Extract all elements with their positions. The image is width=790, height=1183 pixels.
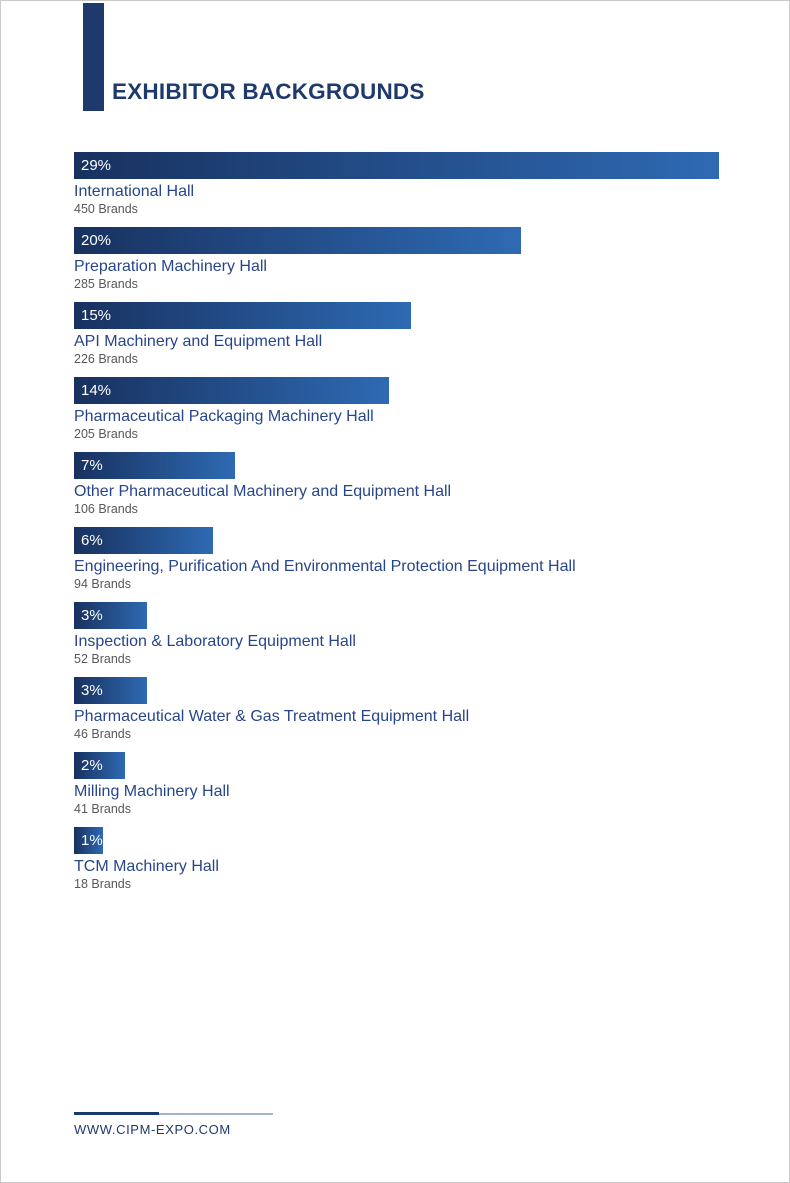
brands-count-label: 205 Brands [74, 427, 138, 441]
hall-name-label: TCM Machinery Hall [74, 858, 219, 875]
bar-percent-label: 29% [81, 157, 112, 174]
bar-segment [74, 227, 521, 254]
brands-count-label: 106 Brands [74, 502, 138, 516]
hall-name-label: Pharmaceutical Packaging Machinery Hall [74, 408, 374, 425]
chart-row [74, 677, 754, 742]
hall-name-label: Preparation Machinery Hall [74, 258, 267, 275]
bar-percent-label: 20% [81, 232, 112, 249]
bar-segment [74, 527, 213, 554]
chart-row [74, 752, 754, 817]
bar-segment [74, 452, 235, 479]
chart-row [74, 377, 754, 442]
brands-count-label: 94 Brands [74, 577, 131, 591]
hall-name-label: Inspection & Laboratory Equipment Hall [74, 633, 356, 650]
hall-name-label: Engineering, Purification And Environmental Protection Equipment Hall [74, 558, 576, 575]
hall-name-label: Milling Machinery Hall [74, 783, 230, 800]
chart-row [74, 602, 754, 667]
brands-count-label: 226 Brands [74, 352, 138, 366]
exhibitor-backgrounds-chart [74, 152, 754, 902]
bar-percent-label: 14% [81, 382, 112, 399]
chart-row [74, 527, 754, 592]
bar-segment [74, 602, 147, 629]
bar-segment [74, 827, 103, 854]
chart-row [74, 227, 754, 292]
footer [74, 1112, 334, 1137]
footer-divider-thick-line [74, 1112, 159, 1115]
bar-segment [74, 677, 147, 704]
bar-percent-label: 2% [81, 757, 103, 774]
brands-count-label: 52 Brands [74, 652, 131, 666]
hall-name-label: API Machinery and Equipment Hall [74, 333, 323, 350]
bar-percent-label: 6% [81, 532, 103, 549]
bar-segment [74, 152, 719, 179]
chart-row [74, 827, 754, 892]
title-accent-bar [83, 3, 104, 111]
chart-row [74, 452, 754, 517]
hall-name-label: Pharmaceutical Water & Gas Treatment Equipment Hall [74, 708, 470, 725]
bar-percent-label: 3% [81, 607, 103, 624]
brands-count-label: 41 Brands [74, 802, 131, 816]
chart-row [74, 152, 754, 217]
page-title: EXHIBITOR BACKGROUNDS [112, 79, 425, 104]
bar-percent-label: 15% [81, 307, 112, 324]
bar-segment [74, 377, 389, 404]
bar-percent-label: 7% [81, 457, 103, 474]
chart-row [74, 302, 754, 367]
hall-name-label: Other Pharmaceutical Machinery and Equipment Hall [74, 483, 452, 500]
brands-count-label: 285 Brands [74, 277, 138, 291]
bar-segment [74, 752, 125, 779]
hall-name-label: International Hall [74, 183, 195, 200]
brands-count-label: 450 Brands [74, 202, 138, 216]
brands-count-label: 46 Brands [74, 727, 131, 741]
bar-segment [74, 302, 411, 329]
footer-divider [74, 1112, 273, 1115]
bar-percent-label: 3% [81, 682, 103, 699]
brands-count-label: 18 Brands [74, 877, 131, 891]
bar-percent-label: 1% [81, 832, 103, 849]
footer-url[interactable]: WWW.CIPM-EXPO.COM [74, 1122, 231, 1137]
